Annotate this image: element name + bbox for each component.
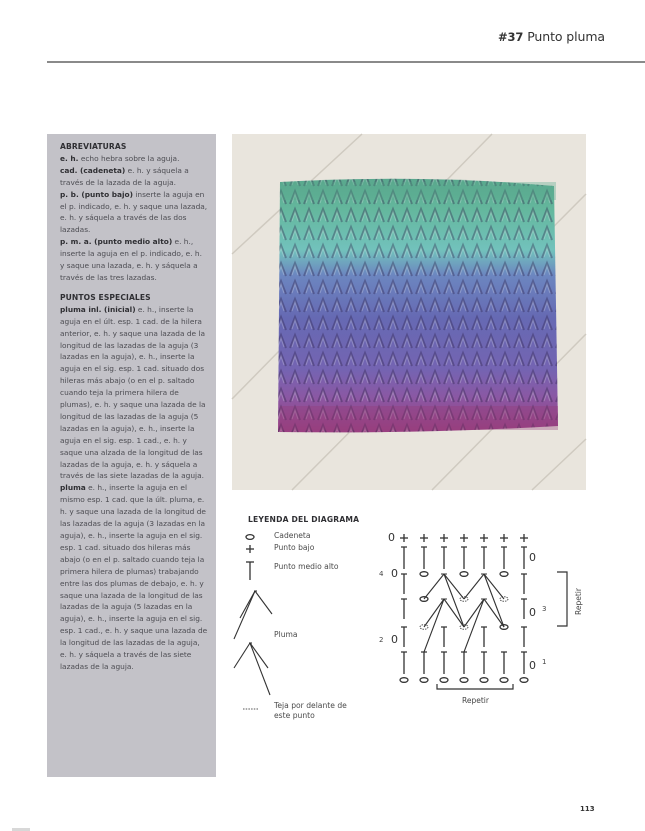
header-divider <box>47 61 645 63</box>
legend-label-front-work-1: Teja por delante de <box>274 701 347 710</box>
page-number: 113 <box>580 805 595 813</box>
swatch-photo <box>232 134 586 490</box>
repeat-bracket-vertical <box>557 572 567 626</box>
row-number-3: 3 <box>542 605 547 613</box>
abbreviation-term: cad. (cadeneta) <box>60 165 126 175</box>
special-stitch-item <box>60 482 208 673</box>
feather-stitches <box>424 574 504 652</box>
feather-icon-b <box>234 643 270 695</box>
stitch-chart <box>379 527 605 712</box>
diagram-legend <box>230 512 370 732</box>
svg-text:0: 0 <box>391 633 398 646</box>
abbreviation-item <box>60 153 208 165</box>
top-plus-row <box>400 534 528 542</box>
repeat-label-horizontal: Repetir <box>462 696 489 705</box>
turning-chain-0: 0 <box>388 531 395 544</box>
crochet-swatch-image <box>232 134 586 490</box>
repeat-label-vertical: Repetir <box>574 588 583 615</box>
abbreviations-title: ABREVIATURAS <box>60 142 127 151</box>
abbreviation-definition: inserte la aguja en el p. indicado, e. h. y saque una lazada, e. h. y sáquela a través de las dos lazadas. <box>60 189 208 235</box>
special-stitches-title: PUNTOS ESPECIALES <box>60 292 151 302</box>
pattern-name: Punto pluma <box>527 29 605 44</box>
legend-label-half-double: Punto medio alto <box>274 562 339 571</box>
turning-chain-0: 0 <box>529 551 536 564</box>
turning-chain-marks <box>388 531 536 672</box>
abbreviation-term: p. m. a. (punto medio alto) <box>60 237 173 247</box>
legend-title: LEYENDA DEL DIAGRAMA <box>248 515 360 524</box>
repeat-bracket-horizontal <box>437 684 513 689</box>
abbreviation-definition: e. h., inserte la aguja en el p. indicado, e. h. y saque una lazada, e. h. y sáquela a través de las tres lazadas. <box>60 237 202 282</box>
t-stitch-icon <box>246 562 254 580</box>
abbreviation-item <box>60 236 208 284</box>
legend-label-feather: Pluma <box>274 630 298 639</box>
t-stitch-rows <box>401 547 527 674</box>
special-stitch-term: pluma inl. (inicial) <box>60 304 136 314</box>
pattern-number: #37 <box>498 30 524 44</box>
stitch-diagram <box>379 527 605 712</box>
svg-text:0: 0 <box>529 659 536 672</box>
special-stitch-item <box>60 304 208 483</box>
row-number-2: 2 <box>379 636 384 644</box>
svg-text:0: 0 <box>529 606 536 619</box>
abbreviation-term: e. h. <box>60 153 79 163</box>
chain-icon <box>246 535 254 540</box>
abbreviations-sidebar <box>47 134 216 777</box>
row-number-1: 1 <box>542 658 547 666</box>
row-number-4: 4 <box>379 570 384 578</box>
abbreviation-item <box>60 165 208 189</box>
abbreviation-definition: echo hebra sobre la aguja. <box>78 153 180 163</box>
legend-label-chain: Cadeneta <box>274 531 311 540</box>
plus-icon <box>246 545 254 553</box>
legend-label-single-crochet: Punto bajo <box>274 543 315 552</box>
abbreviation-item <box>60 189 208 237</box>
special-stitch-definition: e. h., inserte la aguja en el mismo esp. 1 cad. que la últ. pluma, e. h. y saque una lazada de la longitud de las lazadas de la aguja (3 lazadas en la aguja), e. h., inserte la aguja en el sig. esp. 1 cad. situado dos hileras más abajo (o en el p. saltado cuando teja la primera hilera de plumas) trabajando entre las dos plumas de debajo, e. h. y saque una lazada de la longitud de las lazadas de la aguja (5 lazadas en la aguja), e. h., inserte la aguja en el sig. esp. 1 cad., e. h. y saque una lazada de la longitud de las lazadas de la aguja, e. h. y sáquela a través de las siete lazadas de la aguja. <box>60 483 208 671</box>
section-spacer <box>60 284 208 292</box>
abbreviation-definition: e. h. y sáquela a través de la lazada de la aguja. <box>60 165 189 187</box>
feather-icon-a <box>234 591 272 639</box>
page-title <box>498 29 605 44</box>
special-stitch-definition: e. h., inserte la aguja en el últ. esp. 1 cad. de la hilera anterior, e. h. y saque una lazada de la longitud de las lazadas de la aguja (3 lazadas en la aguja), e. h., inserte la aguja en el sig. esp. 1 cad. situado dos hileras más abajo (o en el p. saltado cuando teja la primera hilera de plumas), e. h. y saque una lazada de la longitud de las lazadas de la aguja (5 lazadas en la aguja), e. h., inserte la aguja en el sig. esp. 1 cad., e. h. y saque una alzada de la longitud de las lazadas de la aguja, e. h. y sáquela a través de las siete lazadas de la aguja. <box>60 304 206 481</box>
abbreviation-term: p. b. (punto bajo) <box>60 189 133 199</box>
special-stitch-term: pluma <box>60 483 86 493</box>
legend-label-front-work-2: este punto <box>274 711 315 720</box>
svg-text:0: 0 <box>391 567 398 580</box>
